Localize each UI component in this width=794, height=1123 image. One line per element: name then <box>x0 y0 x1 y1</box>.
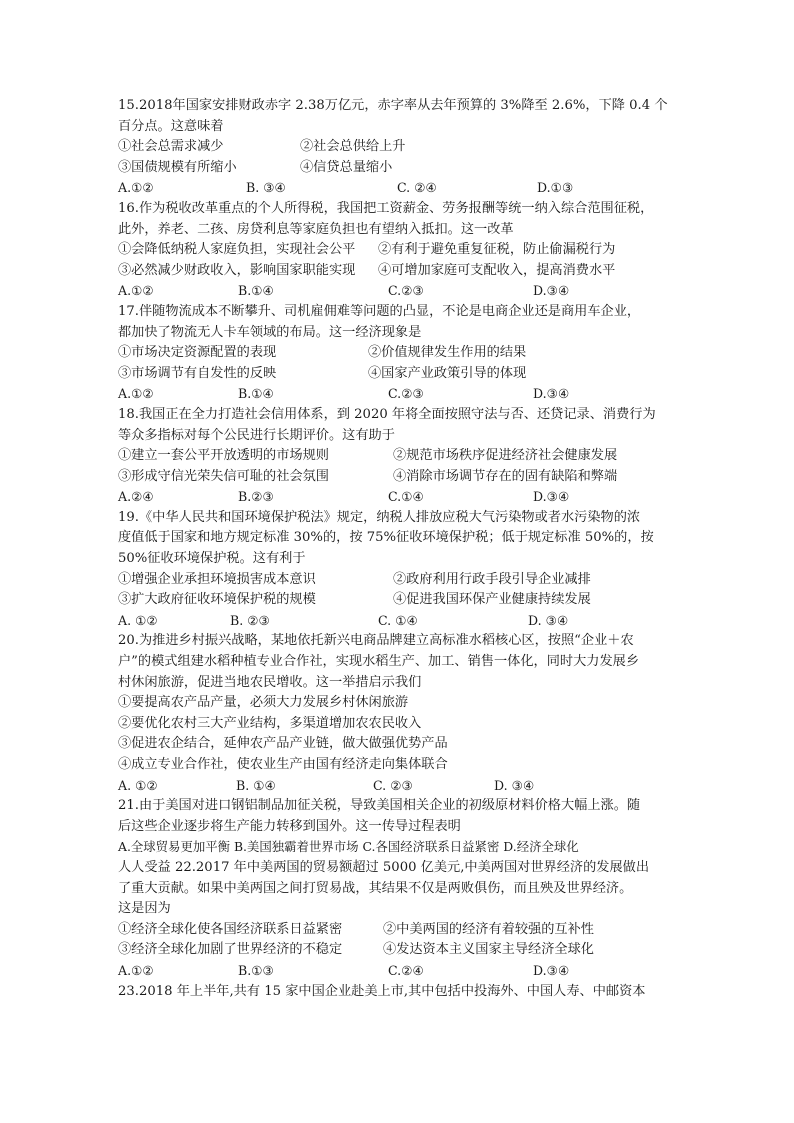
option-3: ③国债规模有所缩小 <box>118 159 237 175</box>
answer-c: C.②③ <box>388 386 424 402</box>
option-3: ③形成守信光荣失信可耻的社会氛围 <box>118 468 329 484</box>
option-row <box>118 590 678 611</box>
question-text: 17.伴随物流成本不断攀升、司机雇佣难等问题的凸显，不论是电商企业还是商用车企业， <box>118 303 641 319</box>
answer-b: B. ③④ <box>246 180 286 196</box>
answer-c: C. ②③ <box>373 777 413 793</box>
answer-d: D.③④ <box>533 283 570 299</box>
question-text: 50%征收环境保护税。这有利于 <box>118 551 306 567</box>
option-2: ②要优化农村三大产业结构，多渠道增加农农民收入 <box>118 715 422 731</box>
option-2: ②价值规律发生作用的结果 <box>368 345 527 361</box>
option-2: ②有利于避免重复征税，防止偷漏税行为 <box>378 242 616 258</box>
option-1: ①建立一套公平开放透明的市场规则 <box>118 448 329 464</box>
option-1: ①社会总需求减少 <box>118 139 224 155</box>
answer-row <box>118 281 678 302</box>
option-row <box>118 240 678 261</box>
question-text: 后这些企业逐步将生产能力转移到国外。这一传导过程表明 <box>118 818 461 834</box>
question-22 <box>118 858 678 982</box>
answer-d: D.③④ <box>533 489 570 505</box>
option-2: ②中美两国的经济有着较强的互补性 <box>383 921 594 937</box>
question-16 <box>118 199 678 302</box>
answer-d: D. ③④ <box>528 612 569 628</box>
option-3: ③促进农企结合，延伸农产品产业链，做大做强优势产品 <box>118 736 448 752</box>
question-text: 人人受益 22.2017 年中美两国的贸易额超过 5000 亿美元,中美两国对世界经济的发展做出 <box>118 859 650 875</box>
question-text: 了重大贡献。如果中美两国之间打贸易战，其结果不仅是两败俱伤，而且殃及世界经济。 <box>118 880 633 896</box>
question-text: 23.2018 年上半年,共有 15 家中国企业赴美上市,其中包括中投海外、中国人寿、中邮资本 <box>118 983 646 999</box>
answer-row <box>118 961 678 982</box>
option-row <box>118 570 678 591</box>
answer-c: C. ①④ <box>378 612 418 628</box>
option-row <box>118 343 678 364</box>
answer-a: A. ①② <box>118 777 158 793</box>
answer-row <box>118 384 678 405</box>
answer-c: C. ②④ <box>397 180 437 196</box>
question-23 <box>118 982 678 1003</box>
option-1: ①增强企业承担环境损害成本意识 <box>118 571 316 587</box>
question-15 <box>118 96 678 199</box>
option-4: ④可增加家庭可支配收入，提高消费水平 <box>378 262 616 278</box>
answer-row <box>118 487 678 508</box>
question-18 <box>118 405 678 508</box>
question-text: 19.《中华人民共和国环境保护税法》规定，纳税人排放应税大气污染物或者水污染物的浓 <box>118 509 641 525</box>
answer-b: B.①④ <box>238 386 274 402</box>
answer-b: B.①④ <box>238 283 274 299</box>
option-4: ④发达资本主义国家主导经济全球化 <box>383 942 594 958</box>
answer-d: D. ③④ <box>494 777 535 793</box>
question-17 <box>118 302 678 405</box>
question-text: 15.2018年国家安排财政赤字 2.38万亿元，赤字率从去年预算的 3%降至 2.6%，下降 0.4 个 <box>118 98 668 113</box>
answer-row <box>118 776 678 797</box>
option-row <box>118 940 678 961</box>
answer-b: B.②③ <box>238 489 274 505</box>
question-text: 16.作为税收改革重点的个人所得税，我国把工资薪金、劳务报酬等统一纳入综合范围征税， <box>118 200 654 216</box>
answer-d: D.①③ <box>537 180 574 196</box>
answer-b: B. ①④ <box>236 777 276 793</box>
answer-a: A.②④ <box>118 489 154 505</box>
option-3: ③市场调节有自发性的反映 <box>118 365 277 381</box>
option-row <box>118 446 678 467</box>
exam-page <box>118 96 678 1002</box>
option-row <box>118 261 678 282</box>
answer-c: C.②③ <box>388 283 424 299</box>
answer-d: D.③④ <box>533 386 570 402</box>
question-text: 百分点。这意味着 <box>118 118 224 134</box>
option-4: ④国家产业政策引导的体现 <box>368 365 527 381</box>
question-19 <box>118 508 678 632</box>
option-4: ④消除市场调节存在的固有缺陷和弊端 <box>393 468 618 484</box>
question-text: 此外，养老、二孩、房贷利息等家庭负担也有望纳入抵扣。这一改革 <box>118 221 514 237</box>
answer-a: A.①② <box>118 962 154 978</box>
question-21 <box>118 796 678 858</box>
answer-b: B. ②③ <box>230 612 270 628</box>
option-2: ②社会总供给上升 <box>300 139 406 155</box>
option-1: ①会降低纳税人家庭负担，实现社会公平 <box>118 242 356 258</box>
question-text: 这是因为 <box>118 901 171 917</box>
question-20 <box>118 631 678 796</box>
option-row <box>118 364 678 385</box>
answer-row <box>118 611 678 632</box>
option-row <box>118 920 678 941</box>
question-text: 村休闲旅游，促进当地农民增收。这一举措启示我们 <box>118 674 422 690</box>
option-4: ④成立专业合作社，使农业生产由国有经济走向集体联合 <box>118 757 448 772</box>
question-text: 都加快了物流无人卡车领域的布局。这一经济现象是 <box>118 324 422 340</box>
option-3: ③扩大政府征收环境保护税的规模 <box>118 592 316 608</box>
answer-a: A. ①② <box>118 612 158 628</box>
answer-a: A.①② <box>118 283 154 299</box>
question-text: 户”的模式组建水稻种植专业合作社，实现水稻生产、加工、销售一体化，同时大力发展乡 <box>118 654 640 670</box>
option-4: ④促进我国环保产业健康持续发展 <box>393 592 591 608</box>
option-row <box>118 137 678 158</box>
option-1: ①经济全球化使各国经济联系日益紧密 <box>118 921 343 937</box>
answer-c: C.②④ <box>388 962 424 978</box>
question-text: 等众多指标对每个公民进行长期评价。这有助于 <box>118 427 395 443</box>
answer-c: C.①④ <box>388 489 424 505</box>
option-2: ②政府利用行政手段引导企业减排 <box>393 571 591 587</box>
option-3: ③必然减少财政收入，影响国家职能实现 <box>118 262 356 278</box>
option-2: ②规范市场秩序促进经济社会健康发展 <box>393 448 618 464</box>
question-text: 度值低于国家和地方规定标准 30%的，按 75%征收环境保护税；低于规定标准 50%的，按 <box>118 530 654 546</box>
answer-d: D.③④ <box>533 962 570 978</box>
answer-row: A.全球贸易更加平衡 B.美国独霸着世界市场 C.各国经济联系日益紧密 D.经济全球化 <box>118 839 579 855</box>
answer-a: A.①② <box>118 180 154 196</box>
answer-a: A.①② <box>118 386 154 402</box>
question-text: 20.为推进乡村振兴战略，某地依托新兴电商品牌建立高标准水稻核心区，按照“企业＋农 <box>118 633 634 649</box>
answer-row <box>118 178 678 199</box>
answer-b: B.①③ <box>238 962 274 978</box>
option-row <box>118 467 678 488</box>
option-1: ①要提高农产品产量，必须大力发展乡村休闲旅游 <box>118 695 409 711</box>
option-1: ①市场决定资源配置的表现 <box>118 345 277 361</box>
option-row <box>118 158 678 179</box>
question-text: 18.我国正在全力打造社会信用体系，到 2020 年将全面按照守法与否、还贷记录、消费行为 <box>118 406 656 422</box>
question-text: 21.由于美国对进口钢铝制品加征关税，导致美国相关企业的初级原材料价格大幅上涨。随 <box>118 798 641 814</box>
option-3: ③经济全球化加剧了世界经济的不稳定 <box>118 942 343 958</box>
option-4: ④信贷总量缩小 <box>300 159 393 175</box>
